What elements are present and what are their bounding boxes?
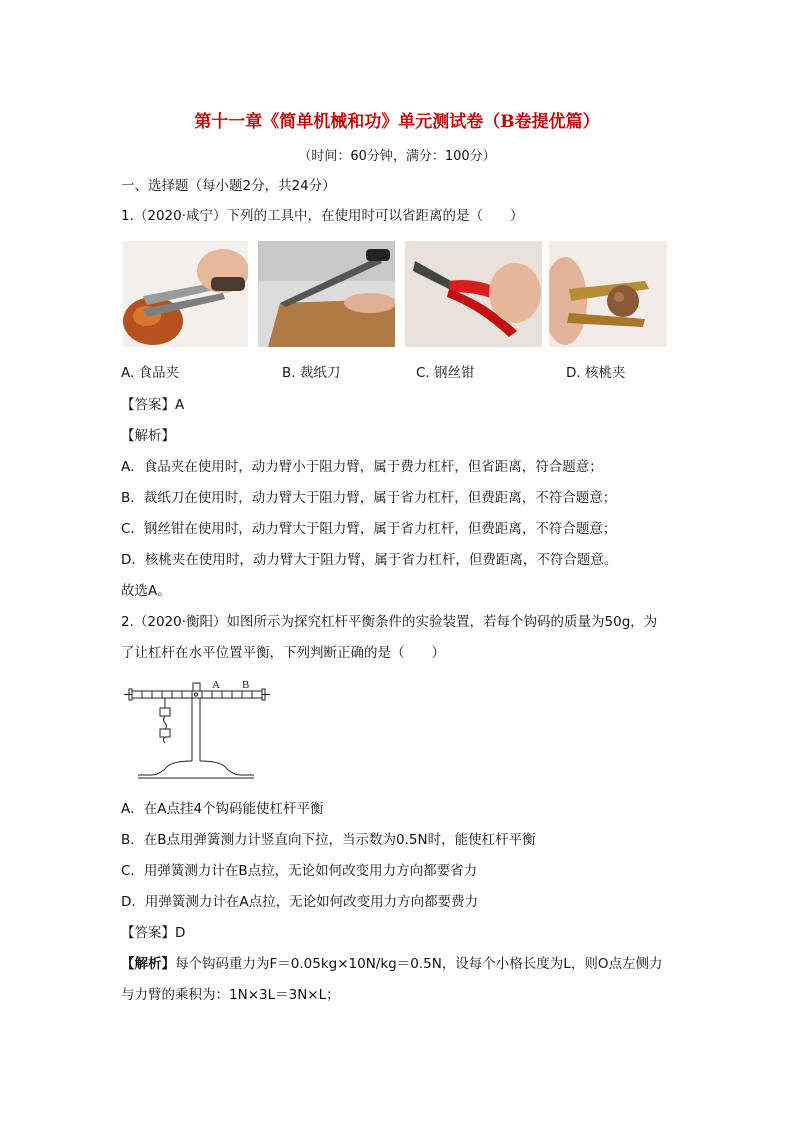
q1-option-b: B. 裁纸刀 <box>282 365 341 381</box>
q2-analysis-line1 <box>121 955 662 973</box>
q2-option-d: D．用弹簧测力计在A点拉，无论如何改变用力方向都要费力 <box>121 894 479 910</box>
q2-option-b: B．在B点用弹簧测力计竖直向下拉，当示数为0.5N时，能使杠杆平衡 <box>121 832 536 848</box>
q1-analysis-line: C．钢丝钳在使用时，动力臂大于阻力臂，属于省力杠杆，但费距离，不符合题意； <box>121 521 617 537</box>
nutcracker-photo <box>549 241 667 347</box>
point-a-label: A <box>212 679 220 691</box>
lever-diagram <box>120 676 270 781</box>
q1-option-a: A. 食品夹 <box>121 365 180 381</box>
point-b-label: B <box>242 679 250 691</box>
paper-cutter-photo <box>258 241 395 347</box>
q2-analysis-line2: 与力臂的乘积为：1N×3L＝3N×L； <box>121 987 340 1003</box>
q1-analysis-heading: 【解析】 <box>121 428 175 444</box>
q2-answer: 【答案】D <box>121 925 186 941</box>
q1-analysis-line: A．食品夹在使用时，动力臂小于阻力臂，属于费力杠杆，但省距离，符合题意； <box>121 459 603 475</box>
q1-analysis-line: B．裁纸刀在使用时，动力臂大于阻力臂，属于省力杠杆，但费距离，不符合题意； <box>121 490 617 506</box>
section-heading: 一、选择题（每小题2分，共24分） <box>121 178 336 194</box>
q2-stem-line1: 2.（2020·衡阳）如图所示为探究杠杆平衡条件的实验装置，若每个钩码的质量为50g，为 <box>121 614 658 630</box>
q2-analysis-heading: 【解析】 <box>121 956 175 972</box>
q1-option-c: C. 钢丝钳 <box>416 365 475 381</box>
q1-answer: 【答案】A <box>121 397 185 413</box>
exam-info: （时间：60分钟，满分：100分） <box>298 149 496 164</box>
q1-analysis-line: D．核桃夹在使用时，动力臂大于阻力臂，属于省力杠杆，但费距离，不符合题意。 <box>121 552 618 568</box>
food-tongs-photo <box>123 241 248 347</box>
document-title: 第十一章《简单机械和功》单元测试卷（B卷提优篇） <box>194 112 600 132</box>
q2-option-a: A．在A点挂4个钩码能使杠杆平衡 <box>121 801 324 817</box>
q1-option-d: D. 核桃夹 <box>566 365 626 381</box>
q1-stem: 1.（2020·咸宁）下列的工具中，在使用时可以省距离的是（ ） <box>121 208 524 224</box>
q2-analysis-text: 每个钩码重力为F＝0.05kg×10N/kg＝0.5N，设每个小格长度为L，则O点左侧力 <box>175 956 663 972</box>
wire-pliers-photo <box>405 241 542 347</box>
q1-conclusion: 故选A。 <box>121 583 171 599</box>
q2-stem-line2: 了让杠杆在水平位置平衡，下列判断正确的是（ ） <box>121 645 445 661</box>
q2-option-c: C．用弹簧测力计在B点拉，无论如何改变用力方向都要省力 <box>121 863 478 879</box>
